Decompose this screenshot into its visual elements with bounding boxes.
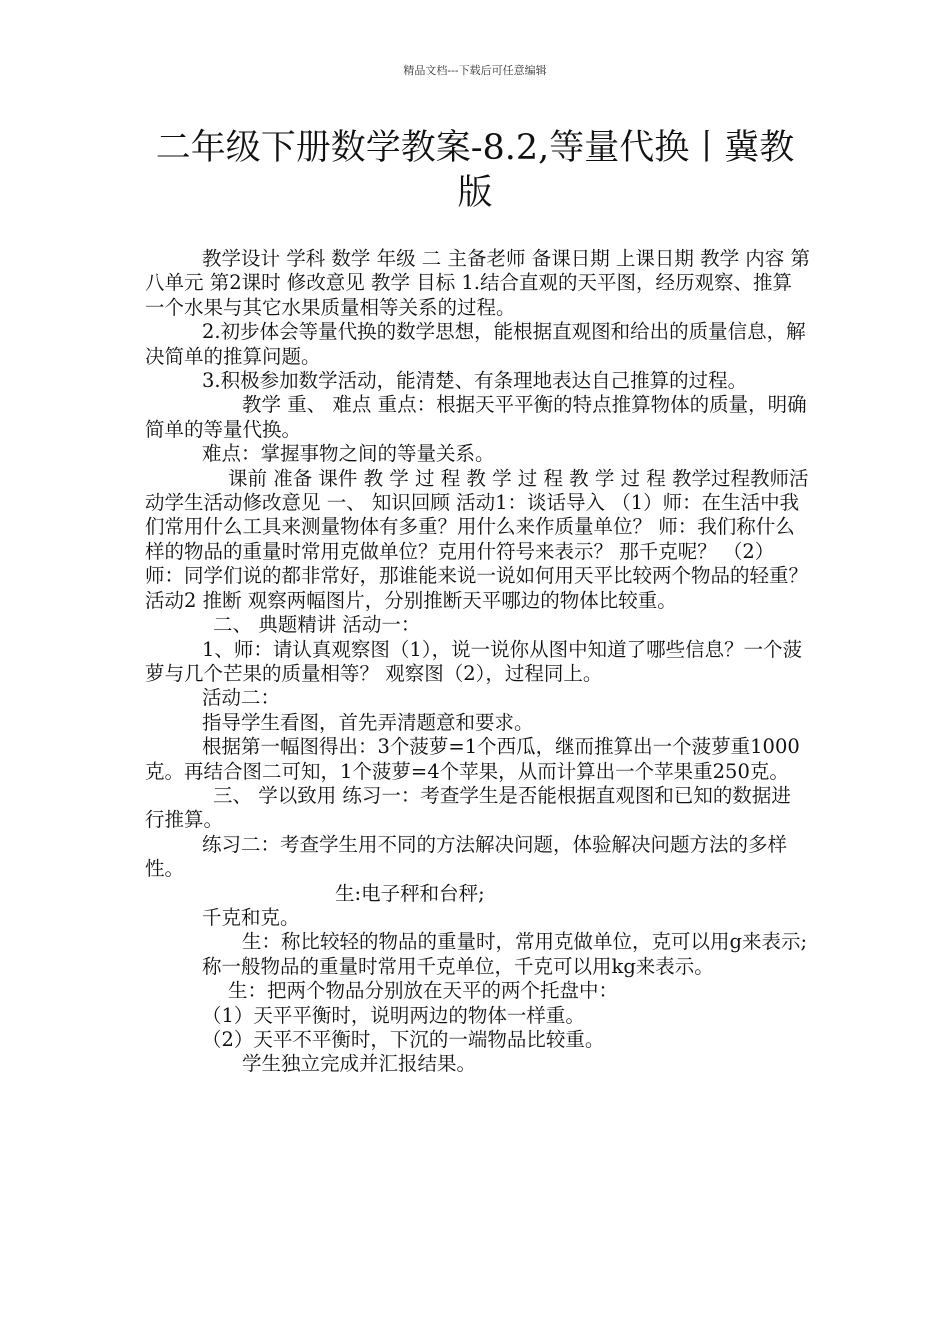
paragraph-balance-2: （2）天平不平衡时，下沉的一端物品比较重。 xyxy=(202,1028,605,1051)
paragraph-exercise-2: 练习二：考查学生用不同的方法解决问题，体验解决问题方法的多样性。 xyxy=(145,832,788,881)
paragraph-activity-1: 1、师：请认真观察图（1），说一说你从图中知道了哪些信息？一个菠萝与几个芒果的质量相等？ 观察图（2），过程同上。 xyxy=(145,637,803,685)
header-note: 精品文档---下载后可任意编辑 xyxy=(403,64,547,77)
paragraph-difficulty: 难点：掌握事物之间的等量关系。 xyxy=(202,442,495,466)
paragraph-student-2: 生：称比较轻的物品的重量时，常用克做单位，克可以用g来表示; xyxy=(242,930,808,954)
paragraph-student-1: 生:电子秤和台秤; xyxy=(335,881,485,905)
paragraph-balance-1: （1）天平平衡时，说明两边的物体一样重。 xyxy=(202,1003,585,1027)
paragraph-intro: 教学设计 学科 数学 年级 二 主备老师 备课日期 上课日期 教学 内容 第八单元 第2课时 修改意见 教学 目标 1.结合直观的天平图，经历观察、推算一个水果与其它水果质量相等关系的过程。 xyxy=(145,247,810,319)
paragraph-activity-2: 活动二： xyxy=(202,686,281,710)
paragraph-units: 千克和克。 xyxy=(202,905,300,929)
paragraph-report: 学生独立完成并汇报结果。 xyxy=(242,1052,477,1076)
paragraph-calculation: 根据第一幅图得出：3个菠萝=1个西瓜，继而推算出一个菠萝重1000克。再结合图二可知，1个菠萝=4个苹果，从而计算出一个苹果重250克。 xyxy=(145,735,800,783)
paragraph-process: 课前 准备 课件 教 学 过 程 教 学 过 程 教 学 过 程 教学过程教师活动学生活动修改意见 一、 知识回顾 活动1：谈话导入 （1）师：在生活中我们常用什么工具来测量物体有多重？用什么来作质量单位？ 师：我们称什么样的物品的重量时常用克做单位？克用什符号来表示？ 那千克呢？ （2）师：同学们说的都非常好，那谁能来说一说如何用天平比较两个物品的轻重？ 活动2 推断 观察两幅图片，分别推断天平哪边的物体比较重。 xyxy=(145,466,809,612)
paragraph-key-points: 教学 重、 难点 重点：根据天平平衡的特点推算物体的质量，明确简单的等量代换。 xyxy=(145,393,807,441)
paragraph-kg: 称一般物品的重量时常用千克单位，千克可以用kg来表示。 xyxy=(202,954,714,978)
paragraph-guide: 指导学生看图，首先弄清题意和要求。 xyxy=(202,710,534,734)
paragraph-student-3: 生：把两个物品分别放在天平的两个托盘中： xyxy=(228,979,619,1003)
paragraph-section-2: 二、 典题精讲 活动一： xyxy=(213,613,421,637)
paragraph-goal-3: 3.积极参加数学活动，能清楚、有条理地表达自己推算的过程。 xyxy=(202,369,748,393)
paragraph-section-3: 三、 学以致用 练习一：考查学生是否能根据直观图和已知的数据进行推算。 xyxy=(145,783,791,832)
document-title: 二年级下册数学教案-8.2,等量代换丨冀教版 xyxy=(155,128,795,213)
paragraph-goal-2: 2.初步体会等量代换的数学思想，能根据直观图和给出的质量信息，解决简单的推算问题。 xyxy=(145,320,806,368)
document-body xyxy=(145,247,810,1077)
